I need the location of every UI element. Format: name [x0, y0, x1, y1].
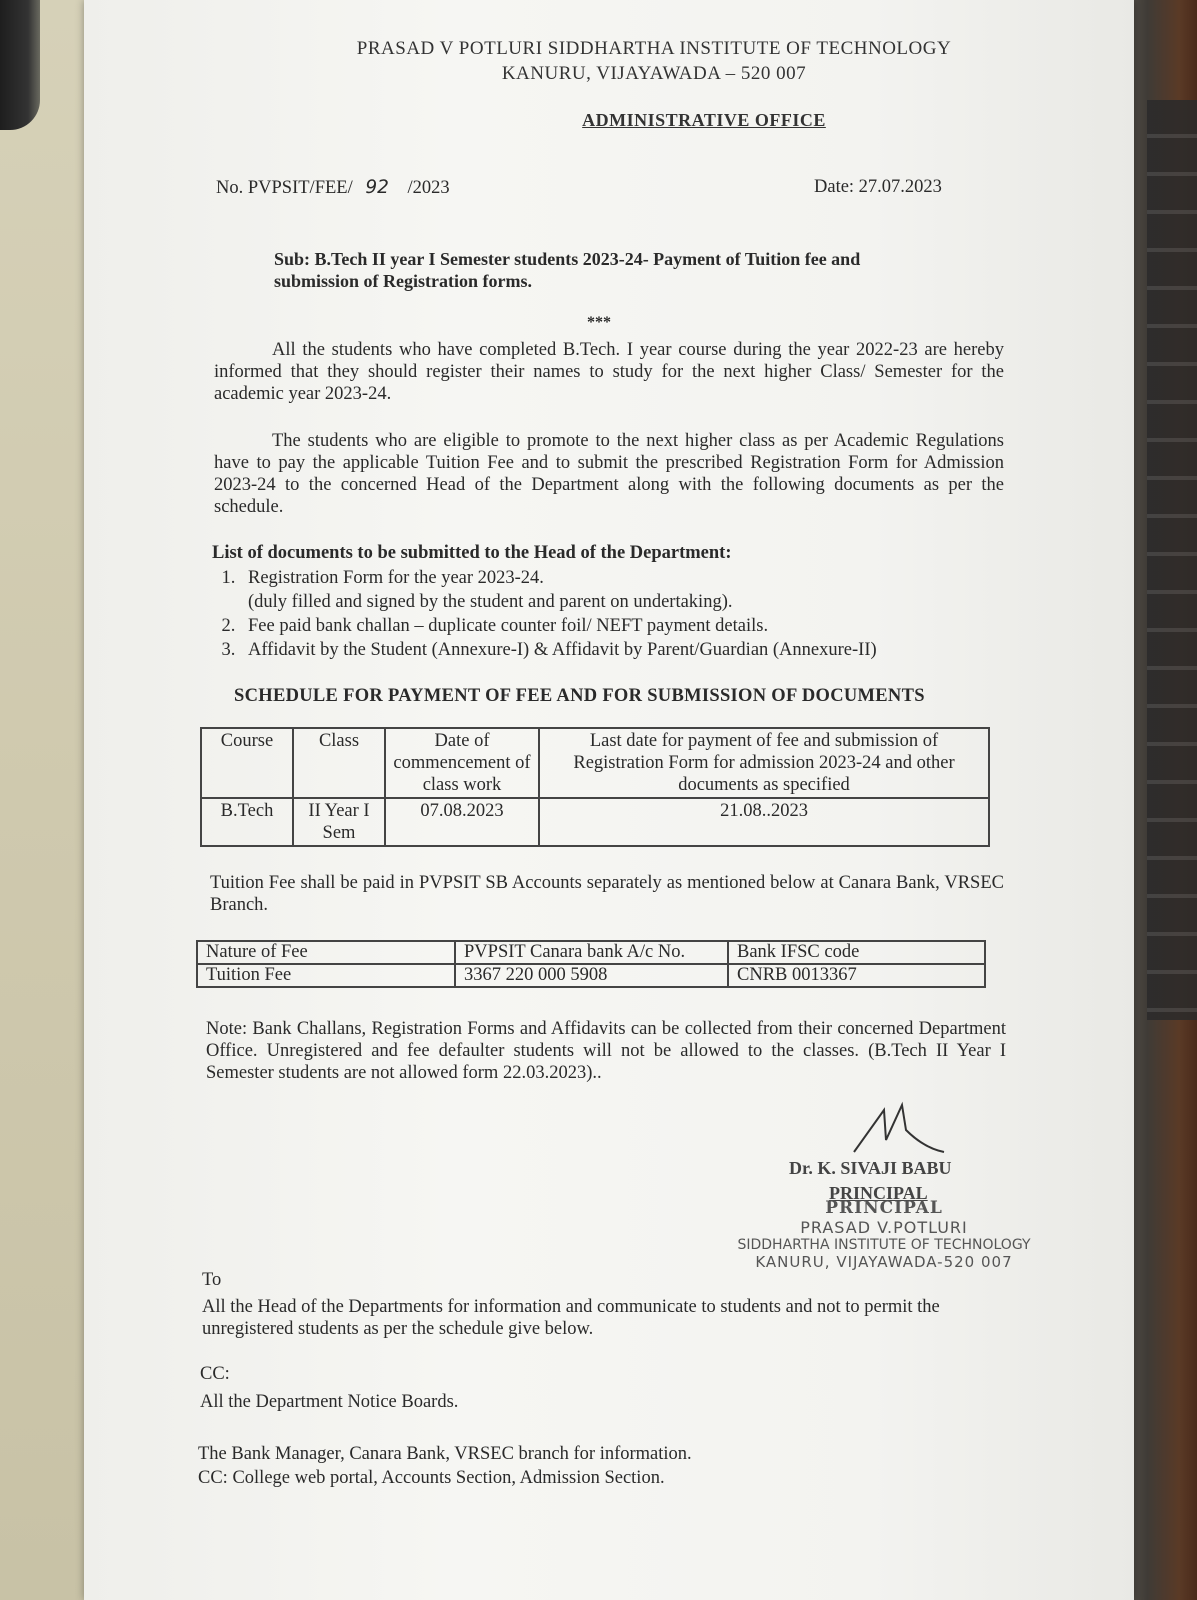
paragraph-2: The students who are eligible to promote to the next higher class as per Academic Regulations have to pay the applicable Tuition Fee and to submit the prescribed Registration Form for Admission 2023-24 to the concerned Head of the Department along with the following documents as per the schedule. — [214, 431, 1004, 517]
paragraph-1: All the students who have completed B.Tech. I year course during the year 2022-23 are hereby informed that they should register their names to study for the next higher Class/ Semester for the academic year 2023-24. — [214, 340, 1004, 404]
subject-line-1: Sub: B.Tech II year I Semester students 2023-24- Payment of Tuition fee and — [274, 249, 861, 269]
bank-header-account: PVPSIT Canara bank A/c No. — [455, 941, 728, 964]
notice-paper — [84, 0, 1134, 1600]
table-row — [197, 964, 985, 987]
stamp-line-2: SIDDHARTHA INSTITUTE OF TECHNOLOGY — [737, 1237, 1031, 1253]
cc-line-3: CC: College web portal, Accounts Section, Admission Section. — [198, 1468, 665, 1488]
schedule-cell-class: II Year I Sem — [293, 798, 385, 846]
bank-header-ifsc: Bank IFSC code — [728, 941, 985, 964]
official-stamp — [734, 1198, 1034, 1271]
subject-line-2: submission of Registration forms. — [274, 271, 533, 291]
stamp-title: PRINCIPAL — [825, 1198, 943, 1218]
document-item-text: Affidavit by the Student (Annexure-I) & Affidavit by Parent/Guardian (Annexure-II) — [248, 640, 877, 660]
document-item — [240, 638, 1042, 662]
office-heading: ADMINISTRATIVE OFFICE — [582, 110, 826, 130]
institute-address: KANURU, VIJAYAWADA – 520 007 — [501, 63, 807, 84]
to-label: To — [202, 1270, 222, 1290]
schedule-cell-last-date: 21.08..2023 — [539, 798, 989, 846]
signature-mark — [844, 1100, 954, 1160]
bank-cell-account: 3367 220 000 5908 — [455, 964, 728, 987]
to-text: All the Head of the Departments for information and communicate to students and not to permit the unregistered students as per the schedule give below. — [202, 1297, 940, 1339]
schedule-header-commencement: Date of commencement of class work — [385, 728, 539, 798]
collection-note: Note: Bank Challans, Registration Forms and Affidavits can be collected from their concerned Department Office. Unregistered and fee defaulter students will not be allowed to the classes. (B.Tech II Year I Semester students are not allowed form 22.03.2023).. — [206, 1019, 1006, 1083]
fee-payment-note: Tuition Fee shall be paid in PVPSIT SB Accounts separately as mentioned below at Canara Bank, VRSEC Branch. — [210, 873, 1004, 915]
signatory-name: Dr. K. SIVAJI BABU — [789, 1158, 952, 1178]
bank-header-nature: Nature of Fee — [197, 941, 455, 964]
document-item-text: Fee paid bank challan – duplicate counter foil/ NEFT payment details. — [248, 616, 769, 636]
reference-prefix: No. PVPSIT/FEE/ — [216, 178, 353, 198]
documents-heading: List of documents to be submitted to the Head of the Department: — [212, 543, 732, 563]
dark-object-corner — [0, 0, 40, 130]
subject — [274, 248, 860, 292]
document-item-text: Registration Form for the year 2023-24. — [248, 568, 544, 588]
desk-background-left — [0, 0, 90, 1600]
bank-details-table — [196, 940, 986, 988]
schedule-cell-commencement: 07.08.2023 — [385, 798, 539, 846]
reference-suffix: /2023 — [407, 178, 450, 198]
notice-date: Date: 27.07.2023 — [814, 177, 942, 197]
schedule-title: SCHEDULE FOR PAYMENT OF FEE AND FOR SUBMISSION OF DOCUMENTS — [234, 686, 925, 706]
schedule-header-course: Course — [201, 728, 293, 798]
table-row — [201, 728, 989, 798]
bank-cell-ifsc: CNRB 0013367 — [728, 964, 985, 987]
bank-cell-nature: Tuition Fee — [197, 964, 455, 987]
reference-number — [216, 177, 450, 199]
cc-label: CC: — [200, 1364, 230, 1384]
cc-line-1: All the Department Notice Boards. — [200, 1392, 459, 1412]
stamp-line-3: KANURU, VIJAYAWADA-520 007 — [755, 1253, 1013, 1271]
table-row — [197, 941, 985, 964]
schedule-header-class: Class — [293, 728, 385, 798]
schedule-header-last-date: Last date for payment of fee and submission of Registration Form for admission 2023-24 and other documents as specified — [539, 728, 989, 798]
stamp-line-1: PRASAD V.POTLURI — [800, 1218, 968, 1237]
document-item — [240, 566, 1042, 614]
schedule-table — [200, 727, 990, 847]
schedule-cell-course: B.Tech — [201, 798, 293, 846]
table-row — [201, 798, 989, 846]
cc-line-2: The Bank Manager, Canara Bank, VRSEC branch for information. — [198, 1444, 692, 1464]
keyboard-edge — [1147, 100, 1197, 1020]
separator-stars: *** — [587, 314, 611, 331]
institute-name: PRASAD V POTLURI SIDDHARTHA INSTITUTE OF TECHNOLOGY — [356, 38, 952, 59]
document-item — [240, 614, 1042, 638]
reference-handwritten-number: 92 — [365, 177, 389, 198]
documents-list — [202, 566, 1042, 662]
signatory-title: PRINCIPAL — [829, 1183, 928, 1203]
document-item-subtext: (duly filled and signed by the student and parent on undertaking). — [248, 592, 733, 612]
